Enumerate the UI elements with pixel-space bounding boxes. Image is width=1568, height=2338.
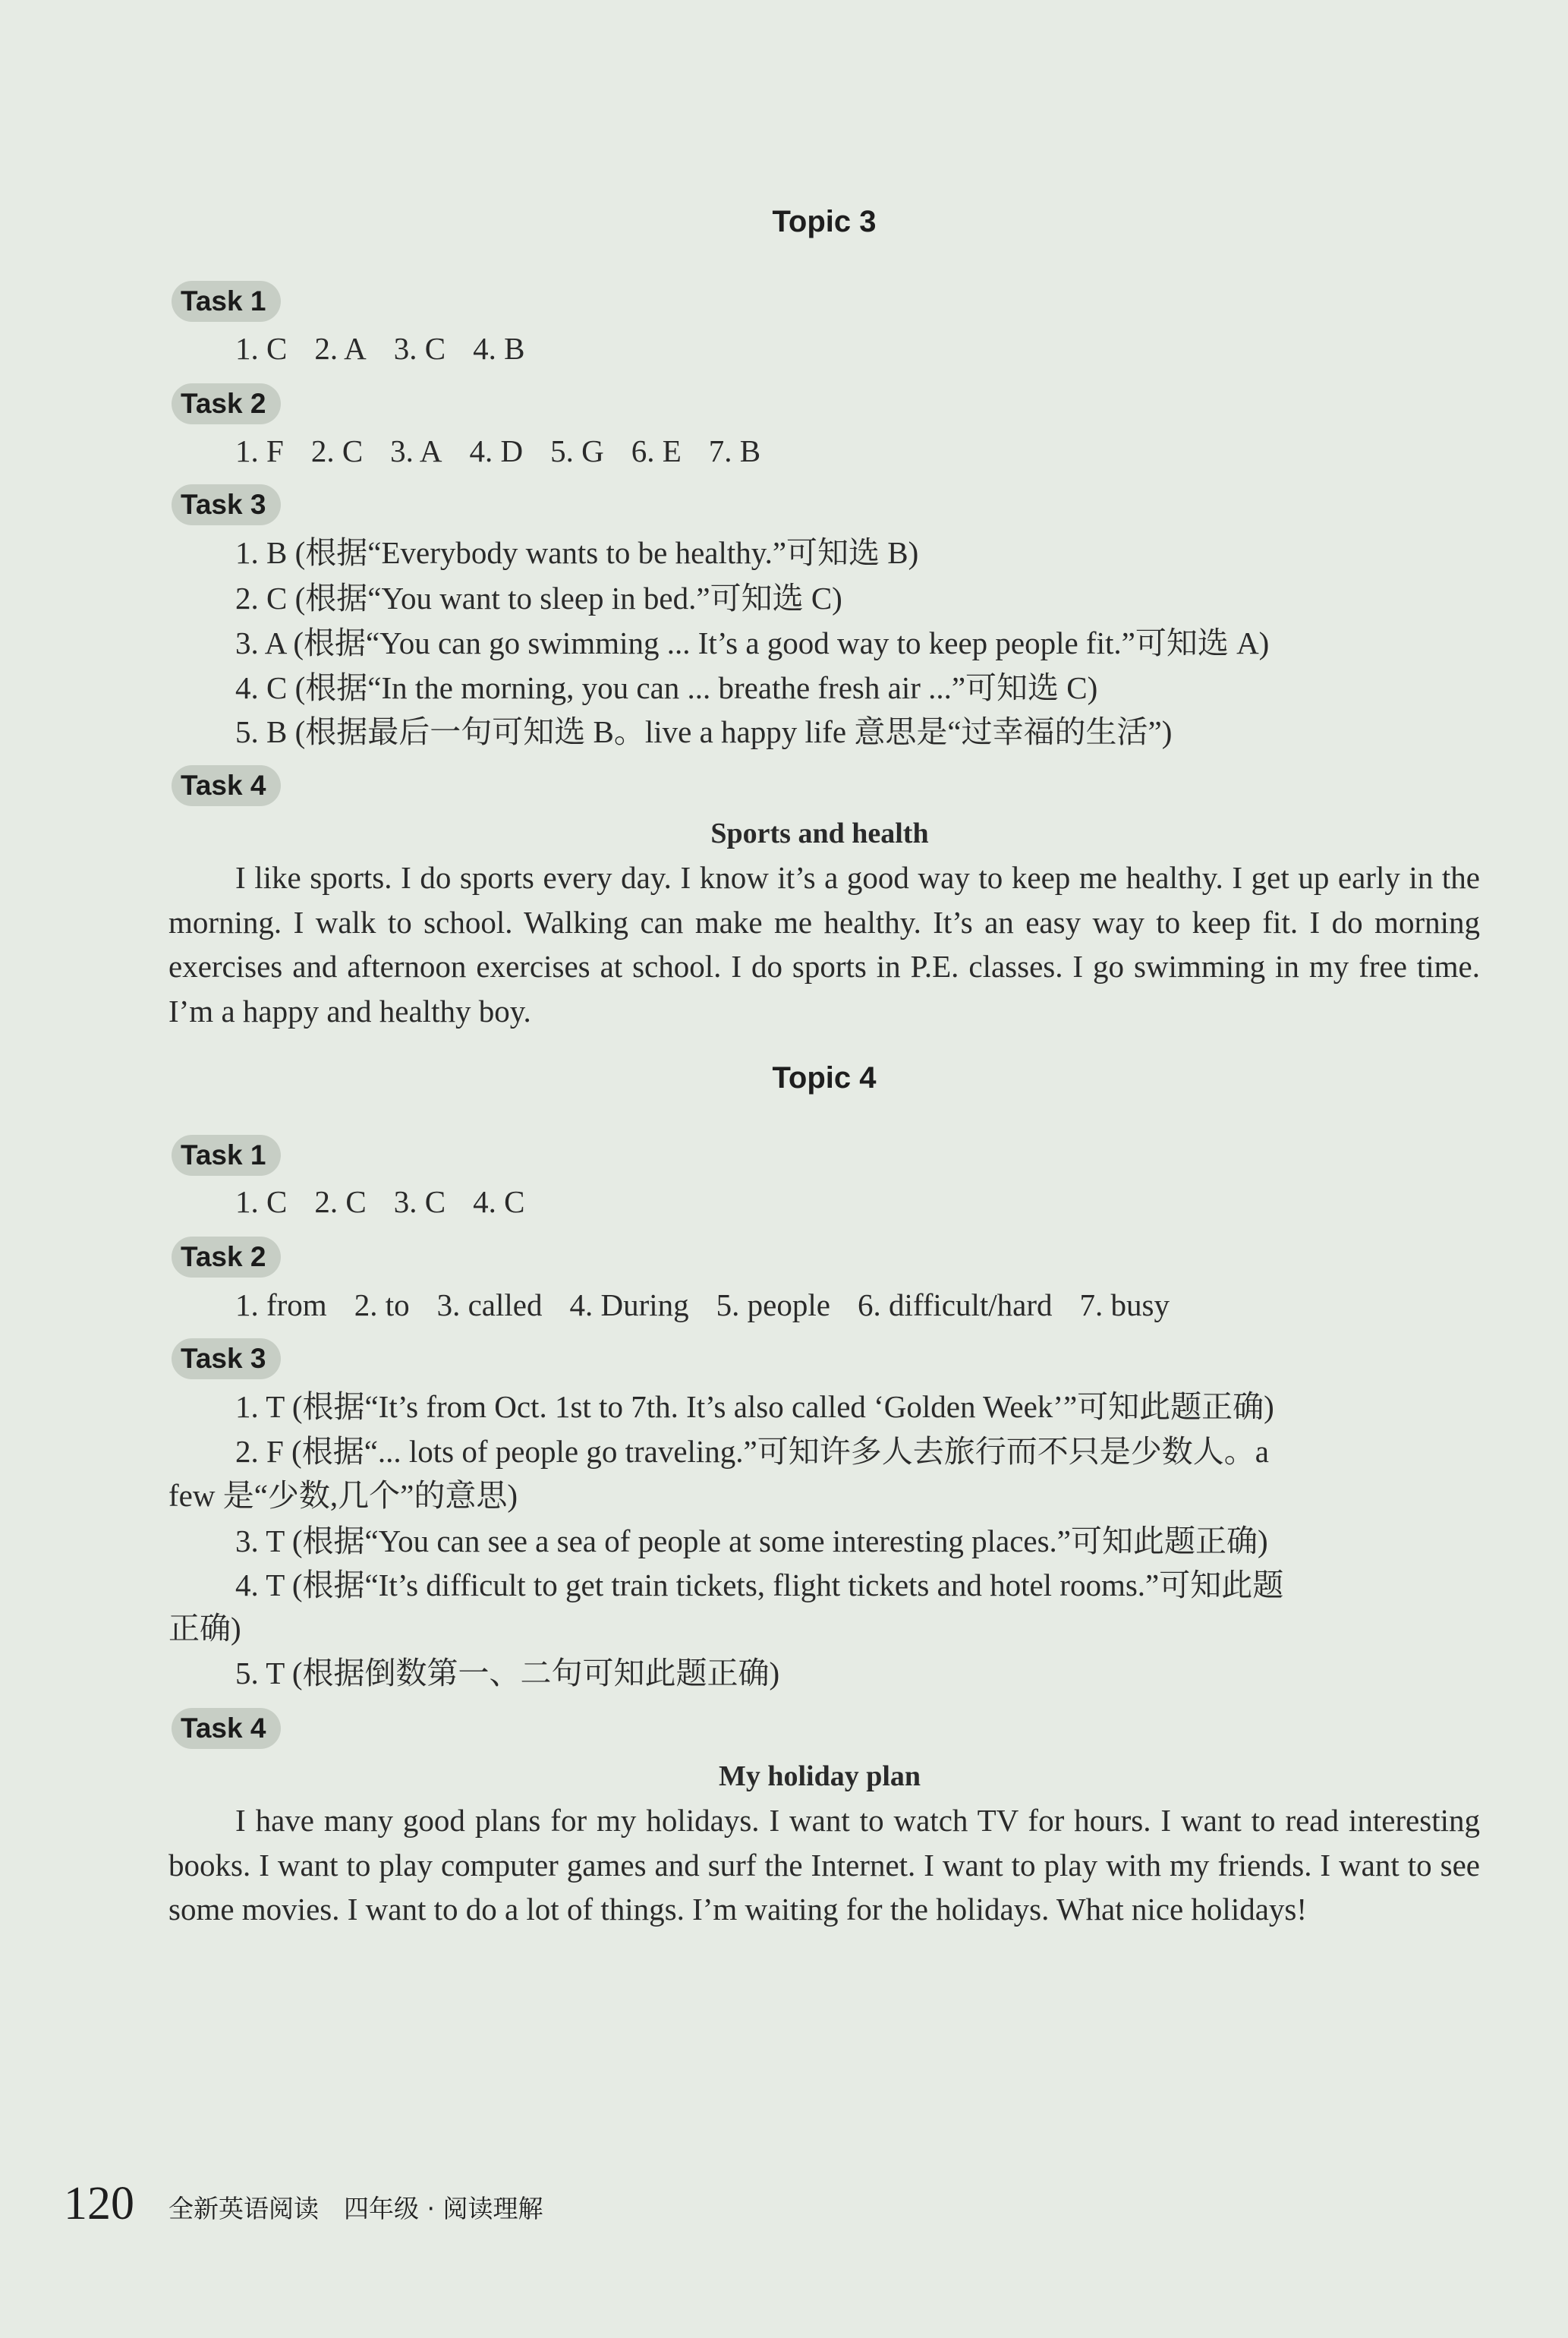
topic4-task3-item: 3. T (根据“You can see a sea of people at some interesting places.”可知此题正确) (235, 1523, 1268, 1558)
book-title: 全新英语阅读 四年级 · 阅读理解 (168, 2194, 543, 2223)
topic3-task4-badge: Task 4 (172, 765, 281, 806)
topic3-task2-badge: Task 2 (172, 383, 281, 424)
topic4-task1-answers (235, 1180, 524, 1224)
topic3-essay-text: I like sports. I do sports every day. I know it’s a good way to keep me healthy. I get up early in the morning. I walk to school. Walking can make me healthy. It’s an easy way to keep fit. I do morning exercises and afternoon exercises at school. I do sports in P.E. classes. I go swimming in my free time. I’m a happy and healthy boy. (168, 860, 1480, 1029)
topic4-task2-answers (235, 1283, 1170, 1327)
topic4-essay-title: My holiday plan (718, 1760, 921, 1792)
topic3-task1-answers (235, 326, 524, 370)
answer: 1. C (235, 1184, 288, 1219)
topic3-task3-item: 1. B (根据“Everybody wants to be healthy.”可知选 B) (235, 535, 919, 570)
topic4-task2-badge: Task 2 (172, 1237, 281, 1278)
answer: 1. C (235, 331, 288, 366)
answer: 2. C (314, 1184, 367, 1219)
topic4-essay-text: I have many good plans for my holidays. I want to watch TV for hours. I want to read interesting books. I want to play computer games and surf the Internet. I want to play with my friends. I want to see some movies. I want to do a lot of things. I’m waiting for the holidays. What nice holidays! (168, 1803, 1480, 1927)
topic4-task3-item-cont: 正确) (168, 1611, 241, 1646)
answer: 4. B (473, 331, 525, 366)
topic4-heading: Topic 4 (772, 1061, 877, 1095)
answer: 6. difficult/hard (857, 1287, 1053, 1322)
topic3-task1-badge: Task 1 (172, 281, 281, 322)
topic4-task3-badge: Task 3 (172, 1338, 281, 1379)
answer: 2. C (310, 433, 364, 468)
answer: 5. people (716, 1287, 830, 1322)
answer: 4. During (569, 1287, 689, 1322)
topic4-task3-item: 4. T (根据“It’s difficult to get train tickets, flight tickets and hotel rooms.”可知此题 (235, 1568, 1284, 1602)
answer: 4. D (469, 433, 524, 468)
topic3-task3-badge: Task 3 (172, 484, 281, 525)
topic3-task3-item: 3. A (根据“You can go swimming ... It’s a good way to keep people fit.”可知选 A) (235, 625, 1270, 660)
answer: 3. C (393, 331, 446, 366)
topic3-task3-item: 2. C (根据“You want to sleep in bed.”可知选 C) (235, 581, 842, 616)
topic4-task3-item-cont: few 是“少数,几个”的意思) (168, 1478, 518, 1513)
answer: 2. to (354, 1287, 410, 1322)
topic4-task3-item: 5. T (根据倒数第一、二句可知此题正确) (235, 1656, 780, 1690)
answer: 3. called (436, 1287, 543, 1322)
answer: 3. A (390, 433, 442, 468)
topic4-task3-item: 1. T (根据“It’s from Oct. 1st to 7th. It’s also called ‘Golden Week’”可知此题正确) (235, 1389, 1274, 1424)
topic3-essay-title: Sports and health (710, 818, 929, 849)
topic3-heading: Topic 3 (772, 205, 877, 238)
answer: 5. G (550, 433, 604, 468)
topic4-task1-badge: Task 1 (172, 1135, 281, 1176)
topic3-task3-item: 5. B (根据最后一句可知选 B。live a happy life 意思是“过幸福的生活”) (235, 714, 1173, 749)
topic3-task3-item: 4. C (根据“In the morning, you can ... breathe fresh air ...”可知选 C) (235, 670, 1098, 705)
answer: 4. C (473, 1184, 525, 1219)
topic3-task2-answers (235, 429, 760, 473)
answer: 1. F (235, 433, 284, 468)
topic4-task3-item: 2. F (根据“... lots of people go traveling.”可知许多人去旅行而不只是少数人。a (235, 1434, 1269, 1469)
answer: 6. E (631, 433, 682, 468)
answer: 7. busy (1079, 1287, 1170, 1322)
answer: 1. from (235, 1287, 327, 1322)
topic4-task4-badge: Task 4 (172, 1708, 281, 1749)
answer: 2. A (314, 331, 367, 366)
answer: 3. C (393, 1184, 446, 1219)
answer: 7. B (708, 433, 761, 468)
page-number: 120 (64, 2178, 134, 2229)
